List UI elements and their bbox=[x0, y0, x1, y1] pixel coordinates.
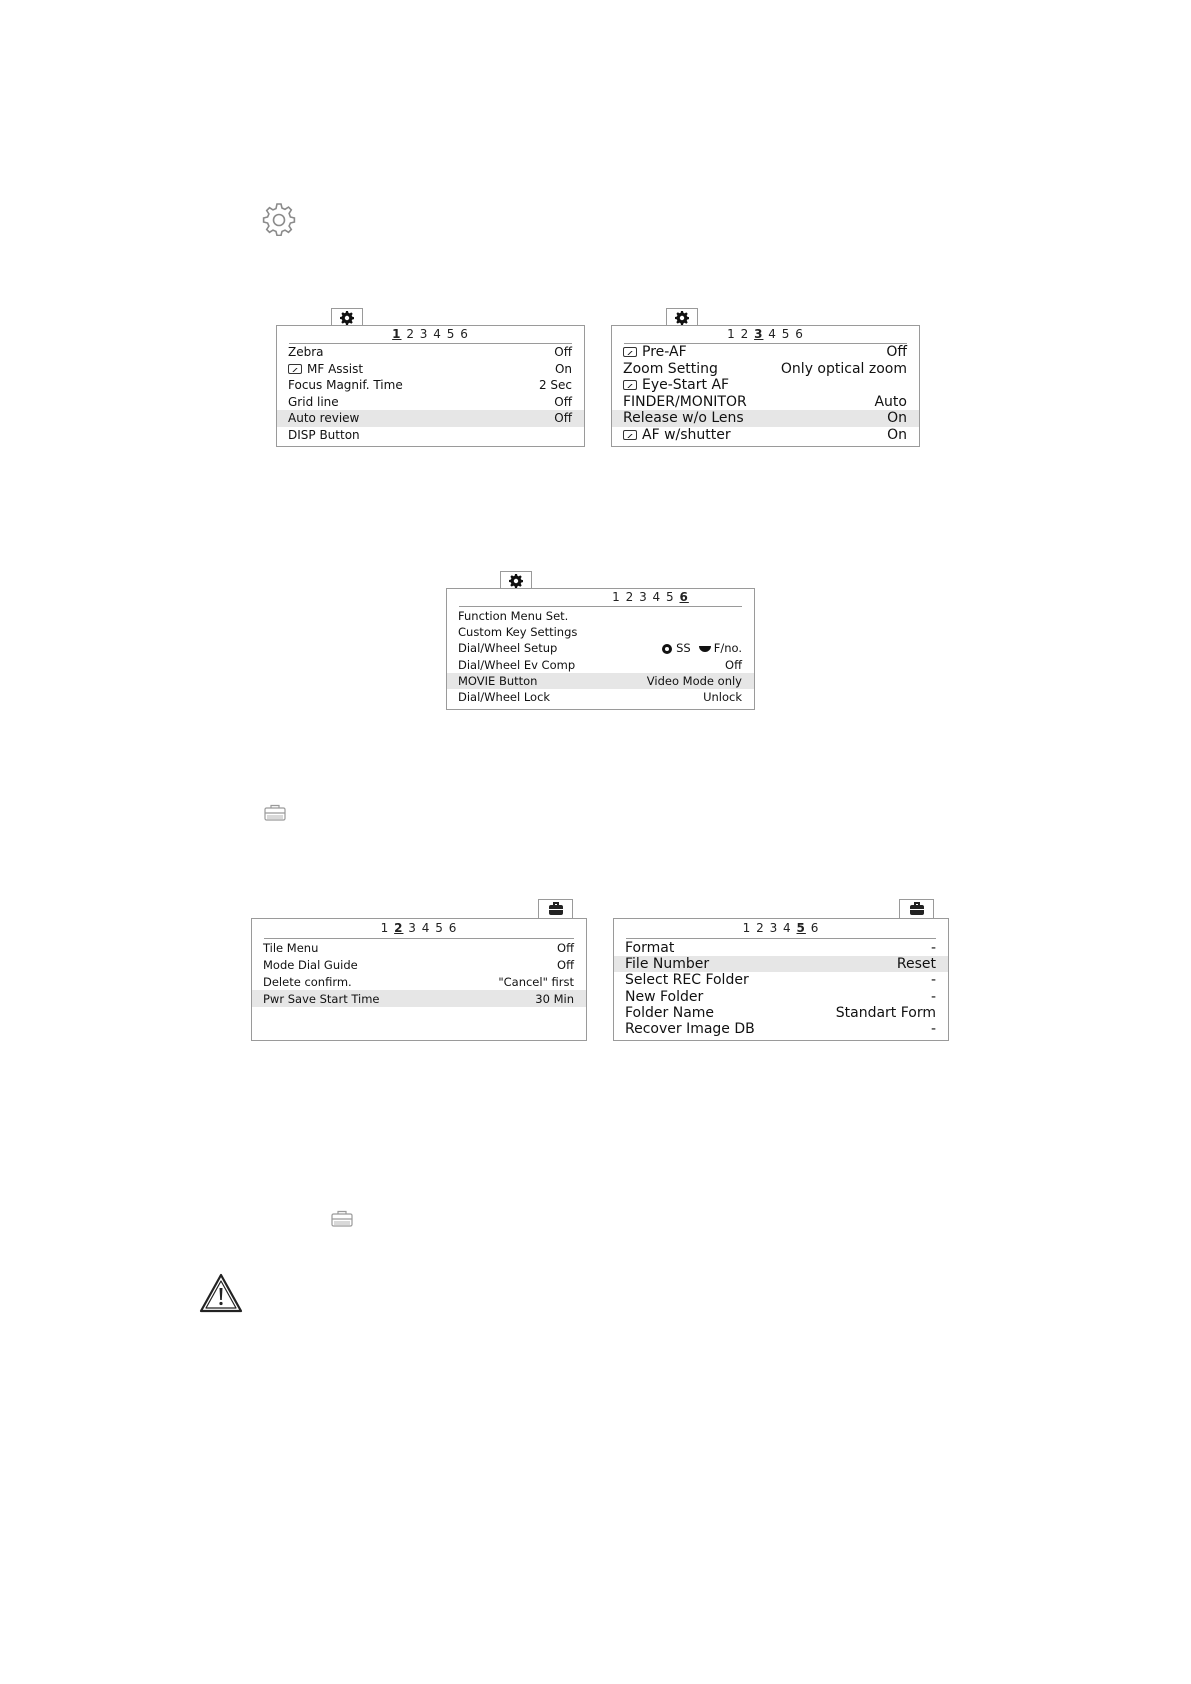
page-number[interactable]: 3 bbox=[769, 921, 779, 935]
page-number[interactable]: 2 bbox=[756, 921, 765, 935]
menu-row-label: New Folder bbox=[625, 988, 704, 1005]
menu-row[interactable] bbox=[612, 410, 919, 427]
page-number[interactable]: 5 bbox=[796, 921, 806, 935]
page-indicator bbox=[277, 327, 584, 341]
menu-row-value: Off bbox=[557, 958, 574, 973]
menu-row-label: Custom Key Settings bbox=[458, 625, 578, 640]
menu-row-value: On bbox=[554, 361, 572, 376]
page-indicator bbox=[612, 327, 919, 341]
menu-row-label: Zebra bbox=[288, 345, 324, 360]
gear-icon bbox=[262, 202, 296, 236]
image-icon bbox=[288, 364, 302, 374]
settings-menu-page-1 bbox=[276, 325, 585, 447]
menu-row-value: Video Mode only bbox=[646, 673, 742, 688]
page-number[interactable]: 4 bbox=[768, 327, 777, 341]
page-number[interactable]: 3 bbox=[754, 327, 764, 341]
menu-row-label: Select REC Folder bbox=[625, 972, 749, 989]
menu-tab-gear[interactable] bbox=[666, 308, 698, 326]
toolbox-icon bbox=[264, 803, 286, 821]
menu-row[interactable] bbox=[612, 394, 919, 411]
menu-row-label: Folder Name bbox=[625, 1004, 715, 1021]
image-icon bbox=[623, 430, 637, 440]
page-number[interactable]: 2 bbox=[406, 327, 415, 341]
page-number[interactable]: 3 bbox=[408, 921, 417, 935]
settings-menu-page-6 bbox=[446, 588, 755, 710]
menu-row-value: Off bbox=[557, 941, 574, 956]
menu-row-value: On bbox=[887, 426, 907, 443]
menu-row-value: Reset bbox=[896, 956, 936, 973]
menu-row-label: AF w/shutter bbox=[623, 427, 731, 443]
menu-row[interactable] bbox=[447, 624, 754, 640]
page-number[interactable]: 1 bbox=[392, 327, 402, 341]
menu-tab-toolbox[interactable] bbox=[538, 899, 573, 919]
menu-row[interactable] bbox=[252, 940, 586, 957]
page-number[interactable]: 4 bbox=[433, 327, 442, 341]
menu-row[interactable] bbox=[447, 608, 754, 624]
menu-row-label: Pre-AF bbox=[623, 344, 687, 360]
image-icon bbox=[623, 380, 637, 390]
page-number[interactable]: 6 bbox=[795, 327, 804, 341]
page-number[interactable]: 1 bbox=[380, 921, 390, 935]
menu-row-value: "Cancel" first bbox=[498, 974, 574, 989]
page-number[interactable]: 4 bbox=[421, 921, 431, 935]
wheel-icon bbox=[699, 646, 711, 652]
menu-row[interactable] bbox=[277, 361, 584, 378]
menu-row-label: File Number bbox=[625, 956, 710, 973]
menu-row[interactable] bbox=[252, 990, 586, 1007]
menu-row[interactable] bbox=[614, 1005, 948, 1021]
menu-row-value: - bbox=[930, 988, 936, 1005]
menu-row-value: Off bbox=[725, 657, 742, 672]
menu-row-value: Standart Form bbox=[835, 1004, 936, 1021]
menu-row-label: DISP Button bbox=[288, 427, 360, 442]
menu-row-value: 2 Sec bbox=[538, 378, 572, 393]
menu-row-label: Auto review bbox=[288, 411, 360, 426]
menu-row-value: Unlock bbox=[703, 690, 742, 705]
menu-row-value: - bbox=[930, 940, 936, 957]
page-number[interactable]: 6 bbox=[810, 921, 820, 935]
menu-row-label: MF Assist bbox=[288, 362, 363, 376]
menu-tab-toolbox[interactable] bbox=[899, 899, 934, 919]
menu-row-value: SS F/no. bbox=[662, 641, 742, 655]
page-number[interactable]: 5 bbox=[435, 921, 444, 935]
page-number[interactable]: 2 bbox=[394, 921, 404, 935]
warning-triangle-icon bbox=[198, 1272, 244, 1314]
page-indicator bbox=[547, 590, 754, 604]
setup-menu-page-5 bbox=[613, 918, 949, 1041]
menu-row[interactable] bbox=[252, 974, 586, 991]
gear-icon bbox=[509, 574, 523, 588]
menu-row[interactable] bbox=[447, 689, 754, 705]
menu-row-label: Zoom Setting bbox=[623, 360, 718, 377]
menu-row[interactable] bbox=[252, 957, 586, 974]
menu-row[interactable] bbox=[277, 410, 584, 427]
menu-row-value: Off bbox=[554, 394, 572, 409]
page-number[interactable]: 4 bbox=[652, 590, 662, 604]
menu-row[interactable] bbox=[277, 427, 584, 444]
menu-row[interactable] bbox=[614, 1021, 948, 1037]
menu-row-value: Only optical zoom bbox=[780, 360, 907, 377]
page-number[interactable]: 6 bbox=[460, 327, 469, 341]
menu-tab-gear[interactable] bbox=[331, 308, 363, 326]
menu-row-label: Format bbox=[625, 940, 675, 957]
menu-row-label: Dial/Wheel Lock bbox=[458, 690, 551, 705]
menu-row[interactable] bbox=[614, 972, 948, 988]
menu-row[interactable] bbox=[277, 344, 584, 361]
menu-row-label: Function Menu Set. bbox=[458, 609, 569, 624]
menu-row[interactable] bbox=[612, 344, 919, 361]
menu-row-label: Delete confirm. bbox=[263, 974, 352, 989]
page-number[interactable]: 2 bbox=[625, 590, 635, 604]
page-indicator bbox=[252, 921, 586, 935]
menu-row-label: Dial/Wheel Setup bbox=[458, 641, 558, 656]
menu-row-value: - bbox=[930, 1021, 936, 1038]
page-number[interactable]: 3 bbox=[639, 590, 648, 604]
menu-row-value: Off bbox=[886, 344, 907, 361]
menu-row-label: Grid line bbox=[288, 394, 339, 409]
menu-row-label: Focus Magnif. Time bbox=[288, 378, 403, 393]
menu-row[interactable] bbox=[447, 640, 754, 656]
gear-icon bbox=[675, 311, 689, 325]
toolbox-icon bbox=[910, 905, 924, 915]
menu-row[interactable] bbox=[612, 377, 919, 394]
menu-row-label: Tile Menu bbox=[263, 941, 319, 956]
menu-row-label: FINDER/MONITOR bbox=[623, 393, 747, 410]
menu-row-value: On bbox=[887, 410, 907, 427]
page-number[interactable]: 5 bbox=[446, 327, 456, 341]
menu-row[interactable] bbox=[277, 377, 584, 394]
menu-row-value: - bbox=[930, 972, 936, 989]
menu-row-label: Pwr Save Start Time bbox=[263, 991, 380, 1006]
menu-row-value: Off bbox=[554, 345, 572, 360]
page-number[interactable]: 1 bbox=[612, 590, 621, 604]
page-number[interactable]: 5 bbox=[666, 590, 675, 604]
menu-tab-gear[interactable] bbox=[500, 571, 532, 589]
page-number[interactable]: 1 bbox=[727, 327, 736, 341]
settings-menu-page-3 bbox=[611, 325, 920, 447]
menu-row-label: Dial/Wheel Ev Comp bbox=[458, 657, 576, 672]
page-number[interactable]: 5 bbox=[781, 327, 791, 341]
menu-row-value: Off bbox=[554, 411, 572, 426]
menu-row[interactable] bbox=[614, 956, 948, 972]
menu-row-label: MOVIE Button bbox=[458, 673, 538, 688]
menu-row[interactable] bbox=[614, 940, 948, 956]
menu-row[interactable] bbox=[277, 394, 584, 411]
menu-row-value: 30 Min bbox=[535, 991, 574, 1006]
gear-icon bbox=[340, 311, 354, 325]
menu-row[interactable] bbox=[612, 427, 919, 444]
menu-row[interactable] bbox=[447, 673, 754, 689]
page-number[interactable]: 6 bbox=[448, 921, 458, 935]
page-number[interactable]: 6 bbox=[679, 590, 689, 604]
image-icon bbox=[623, 347, 637, 357]
toolbox-icon bbox=[549, 905, 563, 915]
setup-menu-page-2 bbox=[251, 918, 587, 1041]
menu-row-label: Mode Dial Guide bbox=[263, 958, 358, 973]
page-number[interactable]: 1 bbox=[742, 921, 752, 935]
menu-row-label: Eye-Start AF bbox=[623, 377, 729, 393]
page-number[interactable]: 3 bbox=[419, 327, 429, 341]
menu-row-label: Release w/o Lens bbox=[623, 410, 744, 427]
toolbox-icon bbox=[331, 1209, 353, 1227]
menu-row-label: Recover Image DB bbox=[625, 1021, 755, 1038]
page-number[interactable]: 2 bbox=[740, 327, 750, 341]
page-indicator bbox=[614, 921, 948, 935]
menu-row-value: Auto bbox=[874, 393, 907, 410]
menu-row[interactable] bbox=[447, 657, 754, 673]
dial-icon bbox=[662, 644, 672, 654]
page-number[interactable]: 4 bbox=[783, 921, 792, 935]
menu-row[interactable] bbox=[614, 989, 948, 1005]
menu-row[interactable] bbox=[612, 361, 919, 378]
